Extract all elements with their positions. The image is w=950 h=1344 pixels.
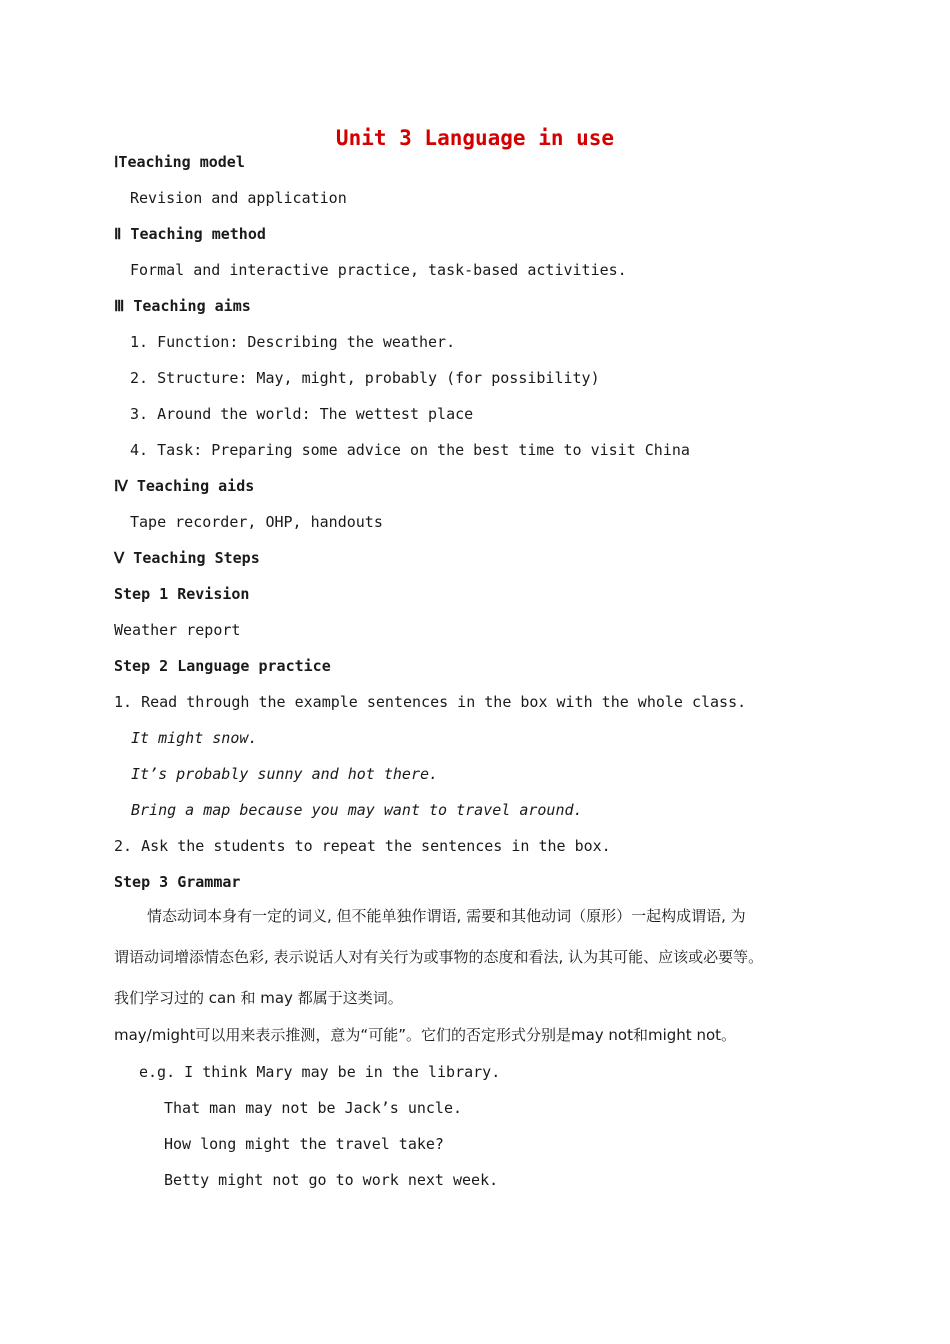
section-heading-teaching-method: Ⅱ Teaching method [114,225,266,243]
step-heading-grammar: Step 3 Grammar [114,873,241,891]
example-sentence: Betty might not go to work next week. [164,1171,499,1189]
example-sentence: That man may not be Jack’s uncle. [164,1099,463,1117]
list-item: 1. Function: Describing the weather. [130,333,456,351]
grammar-paragraph-may-might: may/might可以用来表示推测，意为“可能”。它们的否定形式分别是may not和might not。 [114,1026,737,1044]
example-sentence: Bring a map because you may want to travel around. [131,801,583,819]
list-item: 1. Read through the example sentences in the box with the whole class. [114,693,747,711]
example-sentence: It’s probably sunny and hot there. [131,765,439,783]
list-item: 3. Around the world: The wettest place [130,405,474,423]
list-item: 2. Structure: May, might, probably (for possibility) [130,369,600,387]
page-title: Unit 3 Language in use [335,126,615,150]
list-item: 4. Task: Preparing some advice on the best time to visit China [130,441,690,459]
section-heading-teaching-aims: Ⅲ Teaching aims [114,297,251,315]
section-body-teaching-model: Revision and application [130,189,347,207]
section-body-teaching-aids: Tape recorder, OHP, handouts [130,513,383,531]
step-heading-language-practice: Step 2 Language practice [114,657,331,675]
section-heading-teaching-aids: Ⅳ Teaching aids [114,477,255,495]
list-item: 2. Ask the students to repeat the sentences in the box. [114,837,611,855]
example-sentence: e.g. I think Mary may be in the library. [139,1063,501,1081]
step-heading-revision: Step 1 Revision [114,585,250,603]
grammar-paragraph-line: 我们学习过的 can 和 may 都属于这类词。 [114,989,403,1007]
grammar-paragraph-line: 谓语动词增添情态色彩, 表示说话人对有关行为或事物的态度和看法, 认为其可能、应该或必要等。 [114,948,764,966]
section-heading-teaching-steps: Ⅴ Teaching Steps [114,549,260,567]
section-heading-teaching-model: ⅠTeaching model [114,153,245,171]
example-sentence: It might snow. [131,729,258,747]
section-body-teaching-method: Formal and interactive practice, task-based activities. [130,261,627,279]
step-body-revision: Weather report [114,621,241,639]
example-sentence: How long might the travel take? [164,1135,444,1153]
grammar-paragraph-line: 情态动词本身有一定的词义, 但不能单独作谓语, 需要和其他动词（原形）一起构成谓语, 为 [147,907,746,925]
